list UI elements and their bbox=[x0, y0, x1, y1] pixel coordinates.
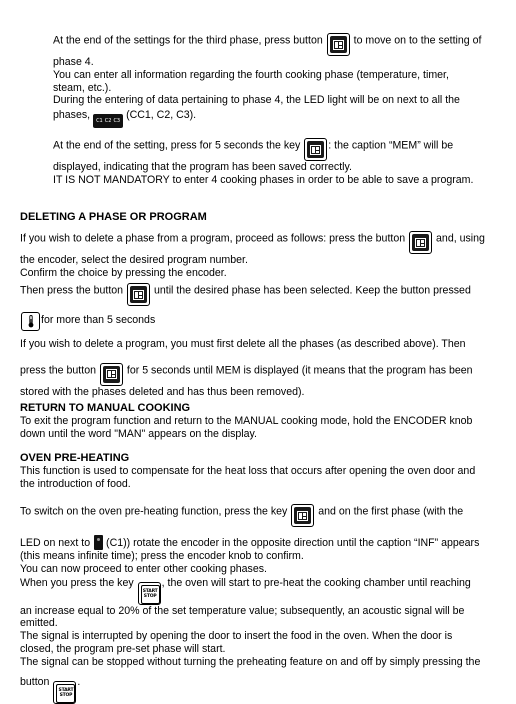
program-key-icon bbox=[304, 138, 327, 161]
program-key-icon bbox=[291, 504, 314, 527]
manual-paragraph: To exit the program function and return to the MANUAL cooking mode, hold the ENCODER knob down until the word "MAN" appears on the display. bbox=[20, 415, 473, 440]
deleting-heading: DELETING A PHASE OR PROGRAM bbox=[20, 211, 207, 223]
program-key-icon bbox=[409, 231, 432, 254]
delete-phase-steps: Then press the button until the desired phase has been selected. Keep the button pressed for more than 5 seconds bbox=[20, 283, 498, 331]
program-key-icon bbox=[127, 283, 150, 306]
preheat-start-paragraph: When you press the key START STOP , the oven will start to pre-heat the cooking chamber until reaching an increase equal to 20% of the set temperature value; subsequently, an acoustic signal will be emitted. The signal is interrupted by opening the door to insert the food in the oven. When the door is closed, the program pre-set phase will start. The signal can be stopped without turning the preheating feature on and off by simply pressing the button START STOP . bbox=[20, 577, 498, 704]
program-key-icon bbox=[100, 363, 123, 386]
preheat-steps: To switch on the oven pre-heating function, press the key and on the first phase (with the LED on next to (C1)) rotate the encoder in the opposite direction until the caption “INF” appears (this means infinite time); press the encoder knob to confirm. You can now proceed to enter other cooking phases. bbox=[20, 505, 480, 575]
phase4-paragraph: At the end of the settings for the third phase, press button to move on to the setting of phase 4. You can enter all information regarding the fourth cooking phase (temperature, timer, steam, etc.). During the entering of data pertaining to phase 4, the LED light will be on next to all the phases, C1 C2 C3 (CC1, C2, C3). bbox=[53, 33, 498, 128]
delete-phase-paragraph: If you wish to delete a phase from a program, proceed as follows: press the button and, using the encoder, select the desired program number. Confirm the choice by pressing the encoder. bbox=[20, 232, 485, 279]
program-key-icon bbox=[327, 33, 350, 56]
save-paragraph: At the end of the setting, press for 5 seconds the key : the caption “MEM” will be displayed, indicating that the program has been saved correctly. IT IS NOT MANDATORY to enter 4 cooking phases in order to be able to save a program. bbox=[53, 139, 474, 186]
start-stop-key-icon: START STOP bbox=[138, 582, 161, 605]
led-c1-icon bbox=[94, 535, 103, 550]
led-strip-icon: C1 C2 C3 bbox=[93, 114, 123, 128]
thermometer-key-icon bbox=[21, 312, 40, 331]
delete-program-paragraph: If you wish to delete a program, you must first delete all the phases (as described above). Then press the button for 5 seconds until MEM is displayed (it means that the program has been stored with the phases deleted and has thus been removed). bbox=[20, 338, 473, 398]
preheat-intro: This function is used to compensate for the heat loss that occurs after opening the oven door and the introduction of food. bbox=[20, 465, 476, 490]
manual-heading: RETURN TO MANUAL COOKING bbox=[20, 402, 191, 414]
start-stop-key-icon: START STOP bbox=[53, 681, 76, 704]
preheat-heading: OVEN PRE-HEATING bbox=[20, 452, 130, 464]
